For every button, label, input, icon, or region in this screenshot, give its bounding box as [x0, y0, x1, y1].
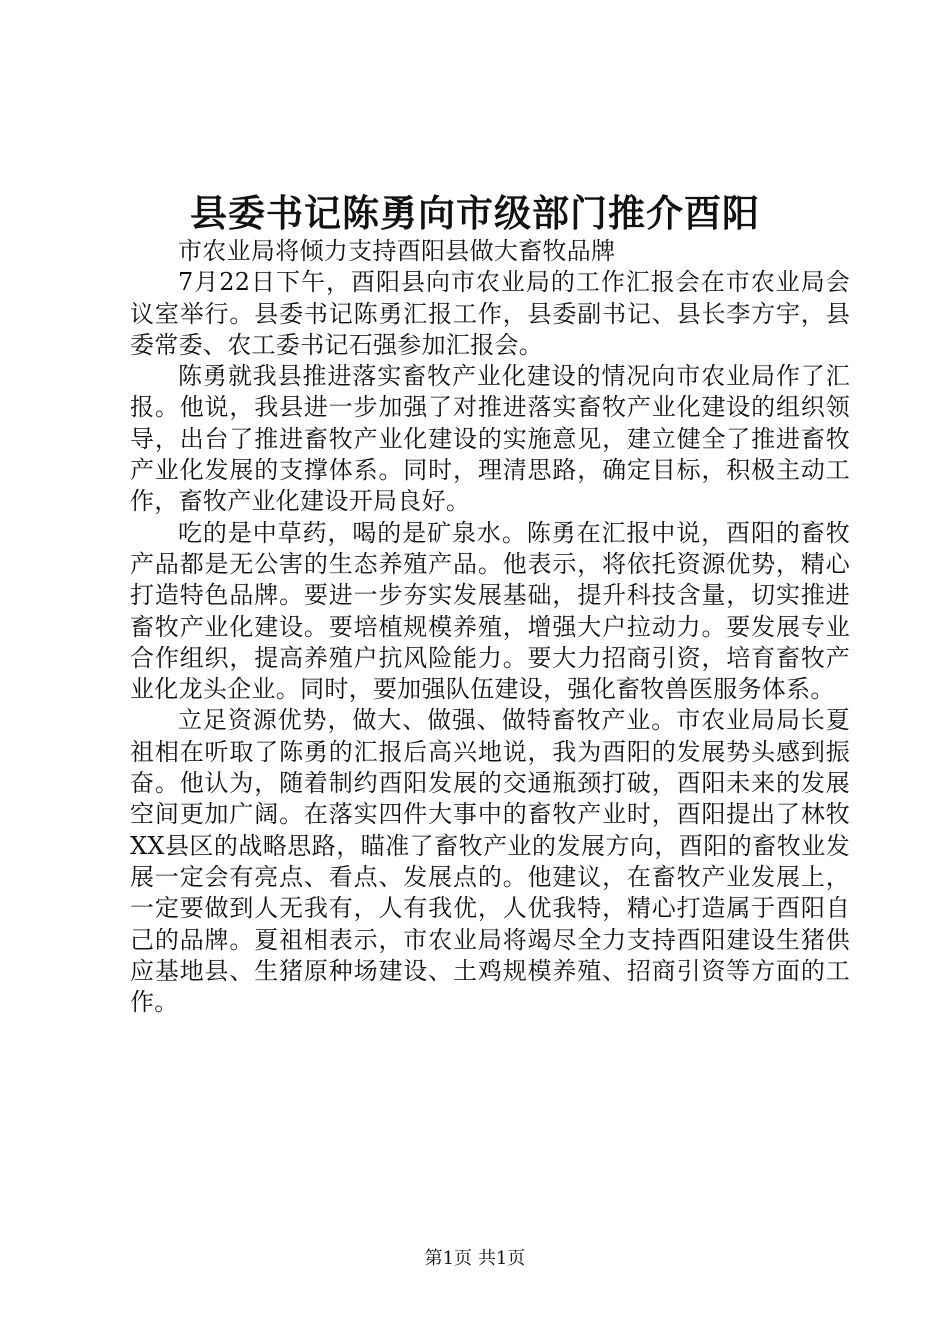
document-title: 县委书记陈勇向市级部门推介酉阳: [190, 191, 760, 235]
paragraph-2: 陈勇就我县推进落实畜牧产业化建设的情况向市农业局作了汇报。他说，我县进一步加强了对推进落实畜牧产业化建设的组织领导，出台了推进畜牧产业化建设的实施意见，建立健全了推进畜牧产业化发展的支撑体系。同时，理清思路，确定目标，积极主动工作，畜牧产业化建设开局良好。: [130, 362, 850, 516]
paragraph-4: 立足资源优势，做大、做强、做特畜牧产业。市农业局局长夏祖相在听取了陈勇的汇报后高兴地说，我为酉阳的发展势头感到振奋。他认为，随着制约酉阳发展的交通瓶颈打破，酉阳未来的发展空间更加广阔。在落实四件大事中的畜牧产业时，酉阳提出了林牧XX县区的战略思路，瞄准了畜牧产业的发展方向，酉阳的畜牧业发展一定会有亮点、看点、发展点的。他建议，在畜牧产业发展上，一定要做到人无我有，人有我优，人优我特，精心打造属于酉阳自己的品牌。夏祖相表示，市农业局将竭尽全力支持酉阳建设生猪供应基地县、生猪原种场建设、土鸡规模养殖、招商引资等方面的工作。: [130, 706, 850, 1017]
paragraph-1: 7月22日下午，酉阳县向市农业局的工作汇报会在市农业局会议室举行。县委书记陈勇汇报工作，县委副书记、县长李方宇，县委常委、农工委书记石强参加汇报会。: [130, 268, 850, 359]
paragraph-3: 吃的是中草药，喝的是矿泉水。陈勇在汇报中说，酉阳的畜牧产品都是无公害的生态养殖产品。他表示，将依托资源优势，精心打造特色品牌。要进一步夯实发展基础，提升科技含量，切实推进畜牧产业化建设。要培植规模养殖，增强大户拉动力。要发展专业合作组织，提高养殖户抗风险能力。要大力招商引资，培育畜牧产业化龙头企业。同时，要加强队伍建设，强化畜牧兽医服务体系。: [130, 518, 850, 704]
page-number-footer: 第1页 共1页: [424, 1248, 526, 1269]
document-body: [130, 236, 850, 1018]
document-subtitle: 市农业局将倾力支持酉阳县做大畜牧品牌: [178, 237, 616, 265]
